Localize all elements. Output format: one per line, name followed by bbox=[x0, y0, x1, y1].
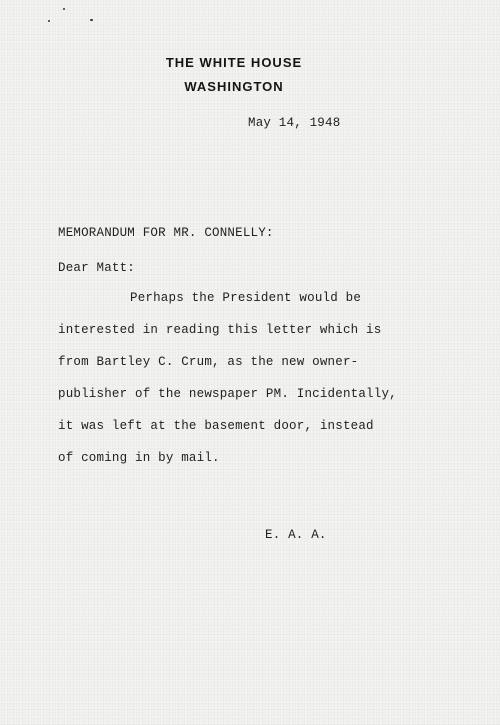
salutation: Dear Matt: bbox=[58, 261, 136, 275]
body-line: publisher of the newspaper PM. Incidentally, bbox=[58, 387, 397, 401]
body-line: it was left at the basement door, instead bbox=[58, 419, 374, 433]
body-line: Perhaps the President would be bbox=[130, 291, 362, 305]
signature-initials: E. A. A. bbox=[265, 528, 327, 542]
body-line: of coming in by mail. bbox=[58, 451, 220, 465]
paper-speck bbox=[48, 20, 50, 22]
memo-heading: MEMORANDUM FOR MR. CONNELLY: bbox=[58, 226, 274, 240]
letterhead-title: THE WHITE HOUSE bbox=[165, 55, 303, 70]
letterhead-city: WASHINGTON bbox=[184, 79, 284, 94]
body-line: interested in reading this letter which is bbox=[58, 323, 382, 337]
body-line: from Bartley C. Crum, as the new owner- bbox=[58, 355, 359, 369]
memo-date: May 14, 1948 bbox=[248, 116, 341, 130]
paper-speck bbox=[90, 19, 93, 21]
paper-speck bbox=[63, 8, 65, 10]
